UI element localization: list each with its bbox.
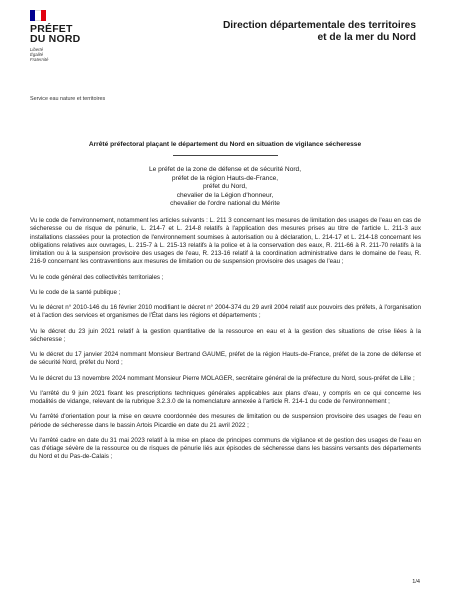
- motto-line: Fraternité: [30, 57, 49, 62]
- motto-line: Liberté: [30, 47, 44, 52]
- visas-body: [30, 217, 421, 469]
- visa-paragraph: Vu le décret n° 2010-146 du 16 février 2010 modifiant le décret n° 2004-374 du 29 avril 2004 relatif aux pouvoirs des préfets, à l'organisation et à l'action des services et organismes de l'État dans les régions et départements ;: [30, 304, 421, 320]
- visa-paragraph: Vu l'arrêté cadre en date du 31 mai 2023 relatif à la mise en place de principes communs de vigilance et de gestion des usages de l'eau en cas d'étiage sévère de la ressource ou de risques de pénurie liés aux épisodes de sécheresse dans les bassins versants des départements du Nord et du Pas-de-Calais ;: [30, 436, 421, 461]
- page-number: 1/4: [412, 579, 420, 585]
- authority-line: préfet de la région Hauts-de-France,: [171, 174, 279, 182]
- logo-line-1: PRÉFET: [30, 23, 73, 35]
- direction-line-1: Direction départementale des territoires: [222, 20, 416, 31]
- logo-line-2: DU NORD: [30, 33, 81, 45]
- visa-paragraph: Vu le code de l'environnement, notamment les articles suivants : L. 211 3 concernant les mesures de limitation des usages de l'eau en cas de sécheresse ou de risque de pénurie, L. 214-7 et L. 214-8 relatifs à l'application des mesures prises au titre de l'article L. 211-3 aux installations classées pour la protection de l'environnement soumises à autorisation ou à déclaration, L. 214-17 et L. 214-18 concernant les obligations relatives aux ouvrages, L. 215-7 à L. 215-13 relatifs à la police et à la conservation des eaux, R. 211-66 à R. 211-70 relatifs à la limitation ou à la suspension provisoire des usages de l'eau, R. 213-16 relatif à la coordination administrative dans le domaine de l'eau, R. 216-9 concernant les contraventions aux mesures de limitation ou de suspension provisoire des usages de l'eau ;: [30, 217, 421, 266]
- motto-line: Égalité: [30, 52, 44, 57]
- visa-paragraph: Vu l'arrêté d'orientation pour la mise en œuvre coordonnée des mesures de limitation ou de suspension provisoire des usages de l'eau en période de sécheresse dans le bassin Artois Picardie en date du 21 avril 2022 ;: [30, 413, 421, 429]
- prefet-logo: [30, 10, 90, 62]
- visa-paragraph: Vu le code général des collectivités territoriales ;: [30, 273, 164, 281]
- authority-line: Le préfet de la zone de défense et de sécurité Nord,: [148, 166, 302, 173]
- service-name: Service eau nature et territoires: [30, 96, 106, 102]
- visa-paragraph: Vu le décret du 23 juin 2021 relatif à la gestion quantitative de la ressource en eau et à la gestion des situations de crise liées à la sécheresse ;: [30, 327, 421, 343]
- authority-block: [0, 166, 450, 209]
- french-flag-icon: [30, 10, 46, 21]
- visa-paragraph: Vu le décret du 13 novembre 2024 nommant Monsieur Pierre MOLAGER, secrétaire général de la préfecture du Nord, sous-préfet de Lille ;: [30, 374, 415, 382]
- authority-line: préfet du Nord,: [203, 183, 247, 191]
- visa-paragraph: Vu le code de la santé publique ;: [30, 288, 121, 296]
- title-underline: [173, 155, 278, 156]
- republic-motto: [30, 47, 90, 62]
- direction-line-2: et de la mer du Nord: [317, 32, 416, 43]
- authority-line: chevalier de l'ordre national du Mérite: [170, 200, 280, 208]
- direction-heading: [186, 20, 416, 44]
- authority-line: chevalier de la Légion d'honneur,: [176, 191, 274, 199]
- visa-paragraph: Vu l'arrêté du 9 juin 2021 fixant les prescriptions techniques générales applicables aux plans d'eau, y compris en ce qui concerne les modalités de vidange, relevant de la rubrique 3.2.3.0 de la nomenclature annexée à l'article R. 214-1 du code de l'environnement ;: [30, 389, 421, 405]
- visa-paragraph: Vu le décret du 17 janvier 2024 nommant Monsieur Bertrand GAUME, préfet de la région Hauts-de-France, préfet de la zone de défense et de sécurité Nord, préfet du Nord ;: [30, 351, 421, 367]
- arrete-title: Arrêté préfectoral plaçant le département du Nord en situation de vigilance sécheresse: [88, 141, 362, 148]
